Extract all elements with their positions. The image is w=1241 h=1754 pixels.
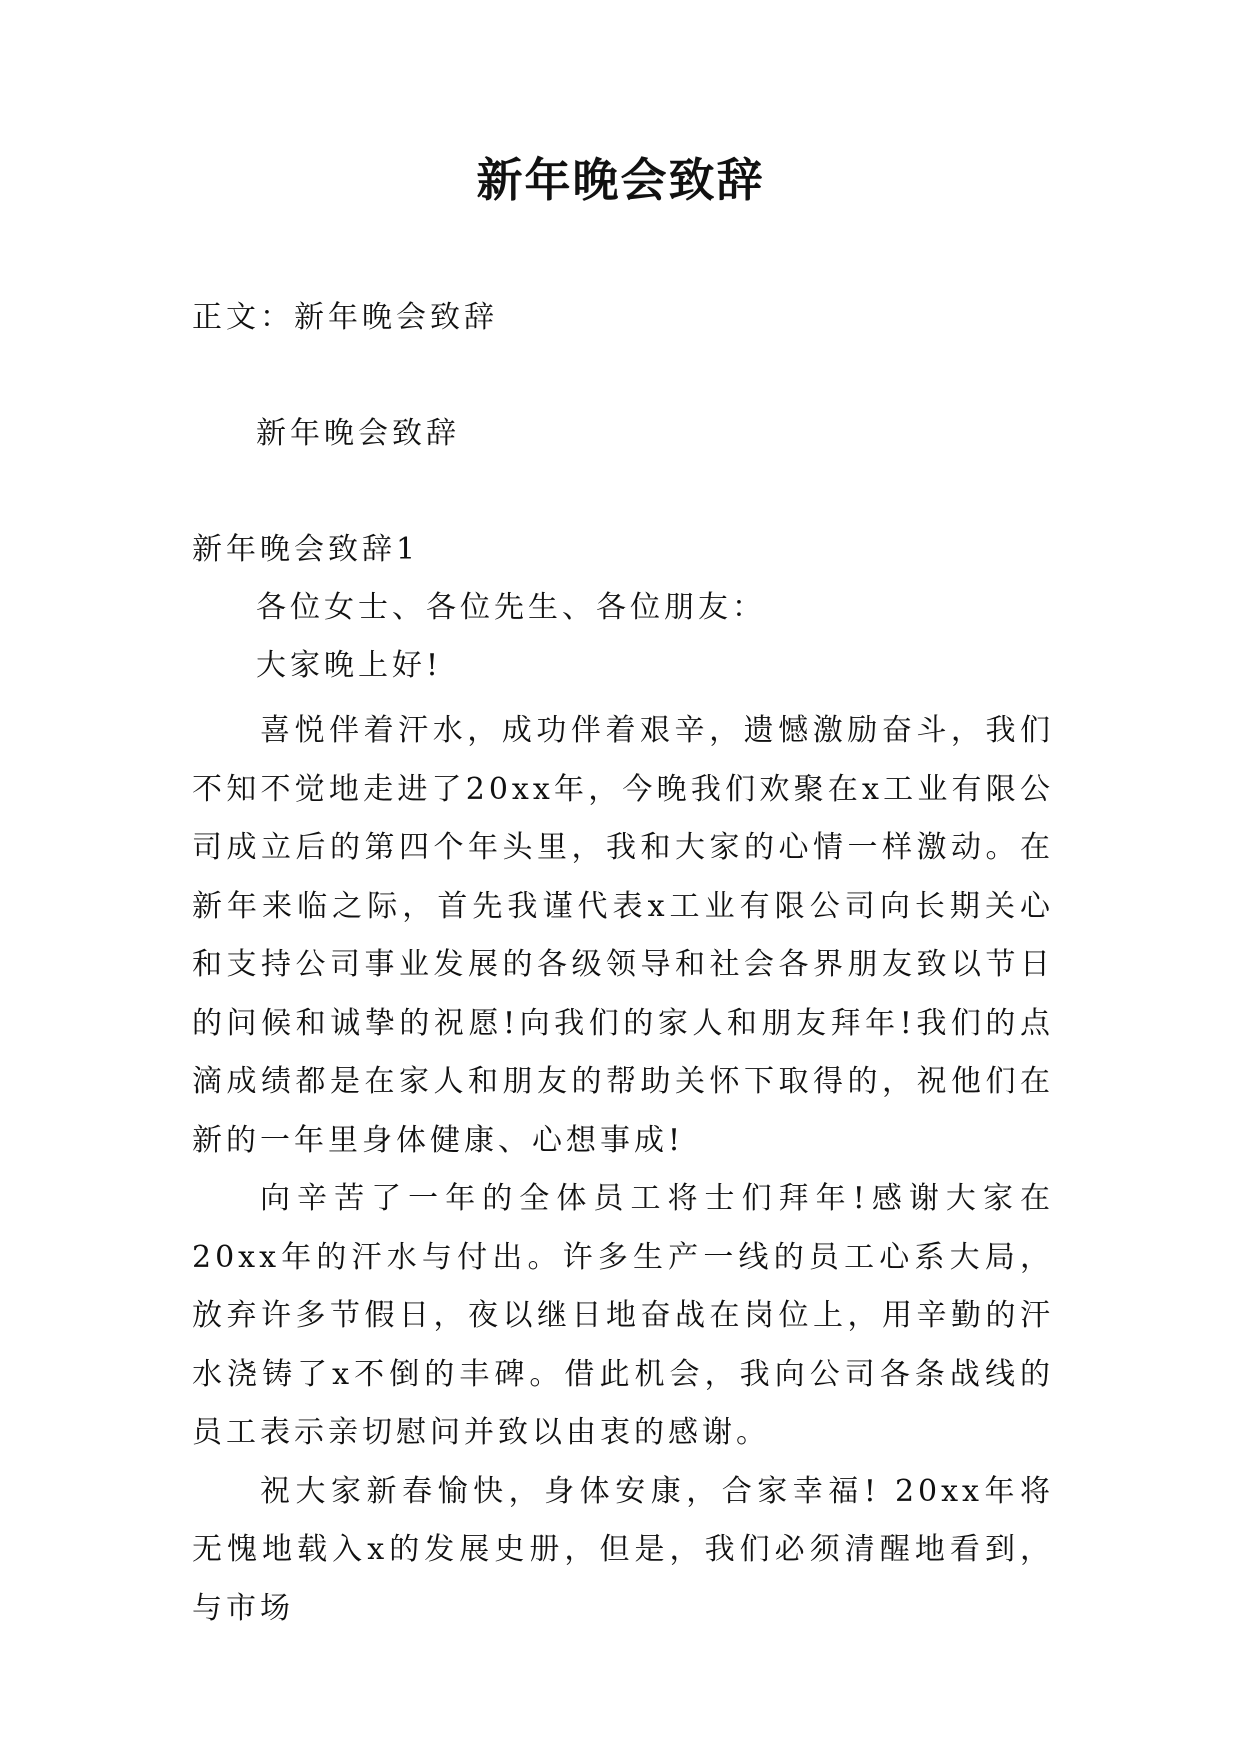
body-text	[192, 702, 1054, 1638]
section-heading: 新年晚会致辞1	[192, 532, 420, 567]
paragraph: 祝大家新春愉快，身体安康，合家幸福! 20xx年将无愧地载入x的发展史册，但是，我们必须清醒地看到，与市场	[192, 1473, 1054, 1626]
document-title: 新年晚会致辞	[476, 153, 765, 207]
paragraph: 向辛苦了一年的全体员工将士们拜年!感谢大家在20xx年的汗水与付出。许多生产一线的员工心系大局，放弃许多节假日，夜以继日地奋战在岗位上，用辛勤的汗水浇铸了x不倒的丰碑。借此机会，我向公司各条战线的员工表示亲切慰问并致以由衷的感谢。	[192, 1181, 1054, 1450]
sub-title: 新年晚会致辞	[256, 416, 460, 451]
salutation: 各位女士、各位先生、各位朋友：	[256, 590, 766, 625]
paragraph: 喜悦伴着汗水，成功伴着艰辛，遗憾激励奋斗，我们不知不觉地走进了20xx年，今晚我们欢聚在x工业有限公司成立后的第四个年头里，我和大家的心情一样激动。在新年来临之际，首先我谨代表x工业有限公司向长期关心和支持公司事业发展的各级领导和社会各界朋友致以节日的问候和诚挚的祝愿!向我们的家人和朋友拜年!我们的点滴成绩都是在家人和朋友的帮助关怀下取得的，祝他们在新的一年里身体健康、心想事成!	[192, 713, 1054, 1158]
body-header-line: 正文：新年晚会致辞	[192, 300, 498, 335]
greeting: 大家晚上好!	[256, 648, 443, 683]
